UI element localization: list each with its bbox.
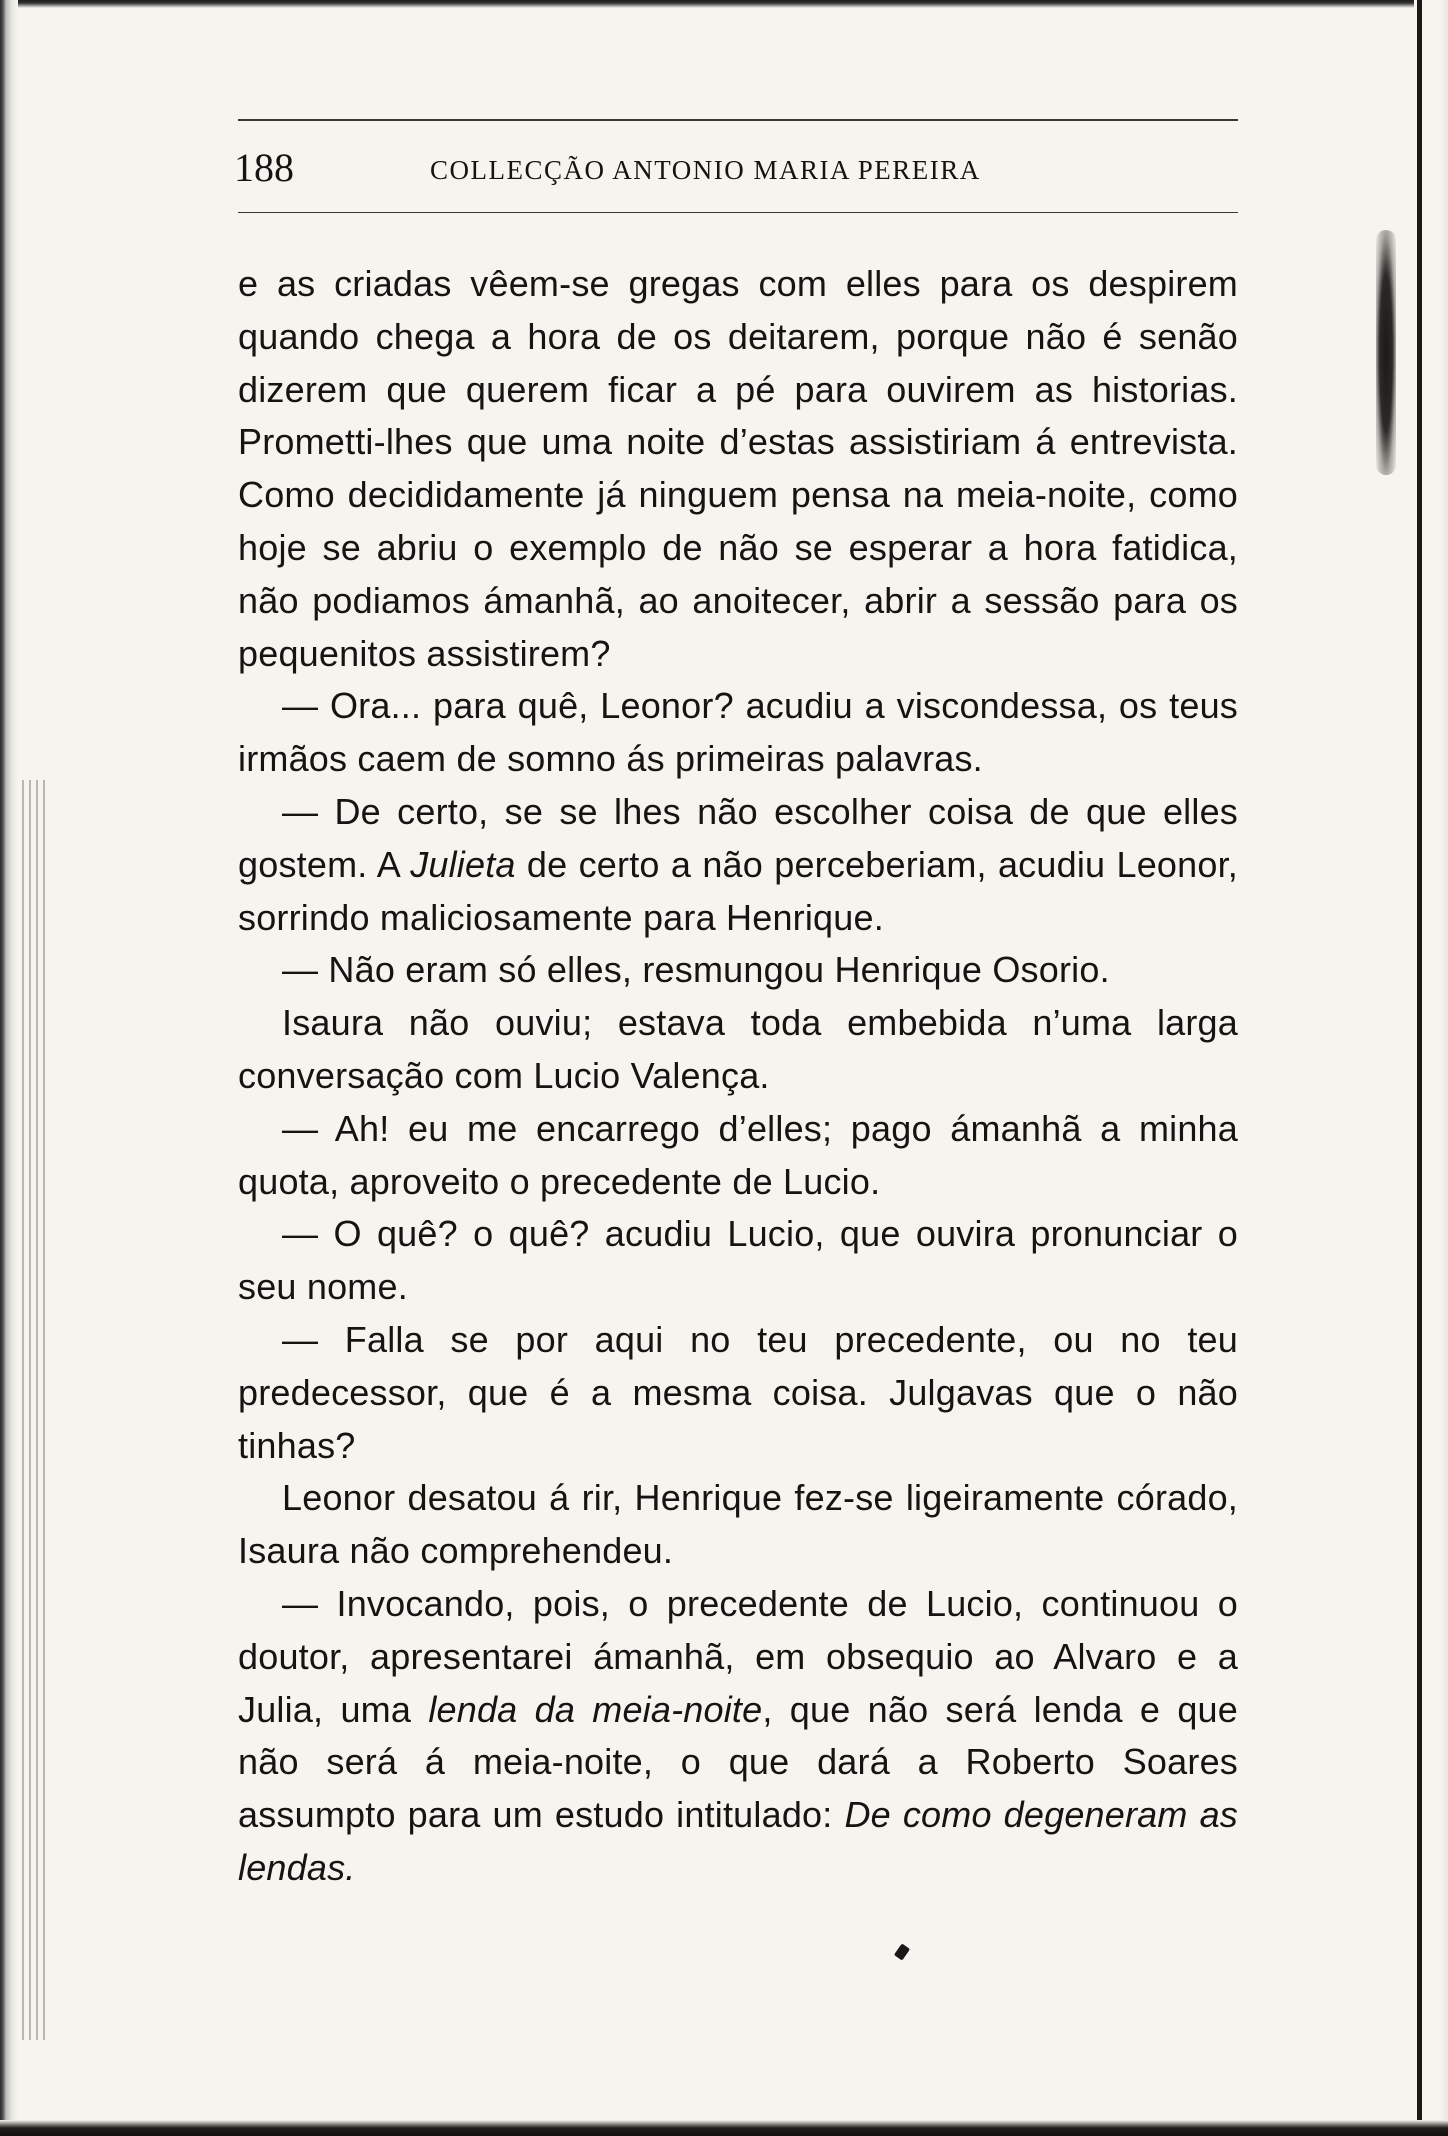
text-run: , que não será lenda e que não será á meia-noite, o que dará a Roberto Soares assumpto para um estudo intitulado:: [238, 1688, 1238, 1836]
scan-ink-smudge: [1376, 230, 1396, 475]
paragraph: [238, 1314, 1238, 1472]
text-run: — De certo, se se lhes não escolher coisa de que elles gostem. A: [238, 790, 1238, 885]
running-title: COLLECÇÃO ANTONIO MARIA PEREIRA: [430, 155, 981, 185]
text-run: — O quê? o quê? acudiu Lucio, que ouvira pronunciar o seu nome.: [238, 1213, 1238, 1308]
header-bottom-rule: [238, 212, 1238, 213]
scan-edge-left-lines: [22, 780, 50, 2040]
text-run: Isaura não ouviu; estava toda embebida n’uma larga conversação com Lucio Valença.: [238, 1002, 1238, 1096]
scan-edge-top: [0, 0, 1448, 8]
paragraph: [238, 1578, 1238, 1895]
text-run: de certo a não perceberiam, acudiu Leonor, sorrindo maliciosamente para Henrique.: [238, 843, 1238, 938]
italic-phrase-lenda: lenda da meia-noite: [428, 1688, 763, 1730]
paragraph: [238, 680, 1238, 786]
italic-title-julieta: Julieta: [410, 843, 516, 885]
text-run: — Falla se por aqui no teu precedente, ou no teu predecessor, que é a mesma coisa. Julgavas que o não tinhas?: [238, 1318, 1238, 1466]
italic-phrase-title: De como degeneram as lendas.: [238, 1794, 1238, 1888]
header-top-rule: [238, 119, 1238, 121]
paragraph: [238, 258, 1238, 680]
text-run: — Ora... para quê, Leonor? acudiu a viscondessa, os teus irmãos caem de somno ás primeiras palavras.: [238, 685, 1238, 780]
paragraph: [238, 1103, 1238, 1209]
scan-edge-bottom: [0, 2120, 1448, 2136]
ink-speck: [894, 1943, 910, 1960]
paragraph: [238, 1472, 1238, 1578]
text-run: — Invocando, pois, o precedente de Lucio, continuou o doutor, apresentarei ámanhã, em obsequio ao Alvaro e a Julia, uma: [238, 1582, 1238, 1730]
paragraph: [238, 944, 1238, 997]
paragraph: [238, 1208, 1238, 1314]
page-header: [234, 140, 1244, 196]
body-text: [238, 258, 1238, 1895]
text-run: — Não eram só elles, resmungou Henrique Osorio.: [282, 949, 1110, 991]
page-number: 188: [234, 145, 294, 190]
text-run: — Ah! eu me encarrego d’elles; pago ámanhã a minha quota, aproveito o precedente de Lucio.: [238, 1107, 1238, 1202]
scan-edge-right-bar: [1417, 0, 1422, 2136]
paragraph: [238, 786, 1238, 944]
scan-edge-left: [0, 0, 18, 2136]
paragraph: [238, 997, 1238, 1103]
text-run: Leonor desatou á rir, Henrique fez-se ligeiramente córado, Isaura não comprehendeu.: [238, 1477, 1238, 1572]
text-run: e as criadas vêem-se gregas com elles para os despirem quando chega a hora de os deitarem, porque não é senão dizerem que querem ficar a pé para ouvirem as historias. Prometti-lhes que uma noite d’estas assistiriam á entrevista. Como decididamente já ninguem pensa na meia-noite, como hoje se abriu o exemplo de não se esperar a hora fatidica, não podiamos ámanhã, ao anoitecer, abrir a sessão para os pequenitos assistirem?: [238, 263, 1238, 674]
